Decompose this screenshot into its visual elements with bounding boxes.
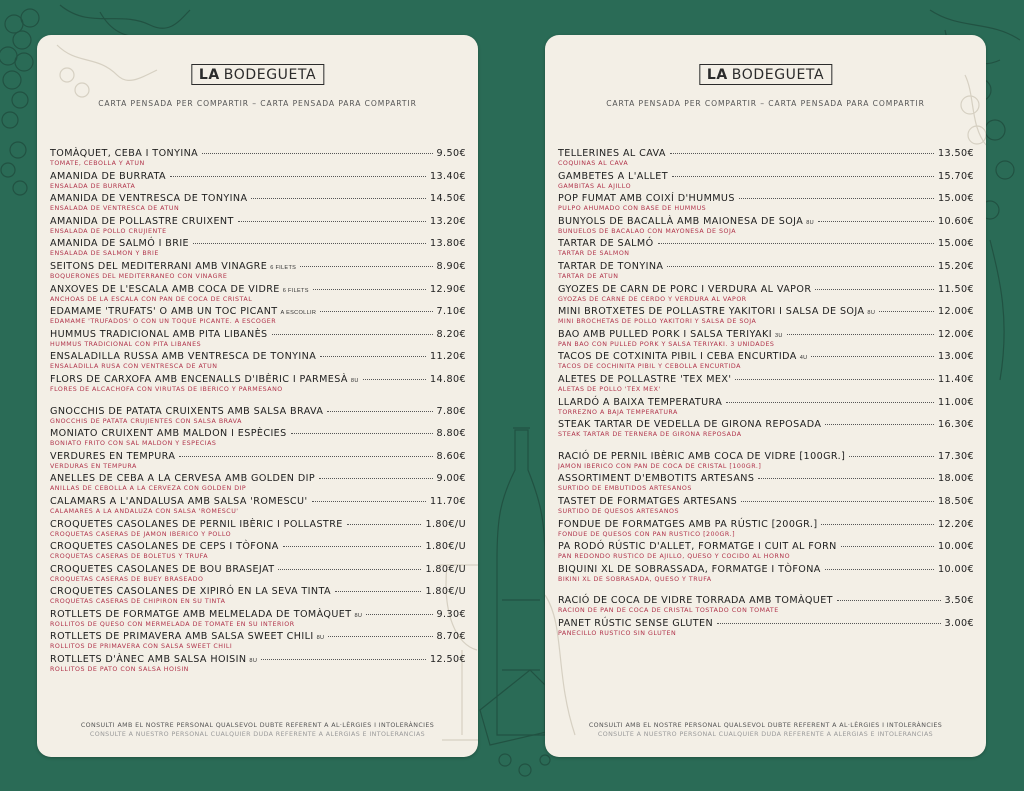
dot-leader xyxy=(193,243,426,244)
section-gap xyxy=(558,442,974,451)
dish-name: FLORS DE CARXOFA AMB ENCENALLS D'IBÈRIC I PARMESÀ xyxy=(50,373,348,385)
menu-item-row xyxy=(50,374,466,385)
dot-leader xyxy=(741,501,934,502)
dish-price: 8.60€ xyxy=(436,450,466,462)
allergy-notice xyxy=(545,721,986,739)
dish-name: TASTET DE FORMATGES ARTESANS xyxy=(558,495,738,507)
dish-portion-tag: 4U xyxy=(799,355,808,362)
dish-name: ROTLLETS DE PRIMAVERA AMB SALSA SWEET CHILI xyxy=(50,631,314,643)
page-subtitle: CARTA PENSADA PER COMPARTIR – CARTA PENSADA PARA COMPARTIR xyxy=(606,99,925,108)
dish-name: TOMÀQUET, CEBA I TONYINA xyxy=(50,148,199,159)
dot-leader xyxy=(300,266,432,267)
dot-leader xyxy=(717,623,940,624)
menu-item xyxy=(558,451,974,474)
dish-translation: FLORES DE ALCACHOFA CON VIRUTAS DE IBÉRICO Y PARMESANO xyxy=(50,385,283,393)
page-subtitle: CARTA PENSADA PER COMPARTIR – CARTA PENSADA PARA COMPARTIR xyxy=(98,99,417,108)
menu-item xyxy=(558,374,974,397)
dish-translation: ENSALADILLA RUSA CON VENTRESCA DE ATÚN xyxy=(50,363,218,371)
dish-name: STEAK TARTAR DE VEDELLA DE GIRONA REPOSADA xyxy=(558,419,822,431)
dish-translation: ANILLAS DE CEBOLLA A LA CERVEZA CON GOLDEN DIP xyxy=(50,485,247,493)
dish-translation: ANCHOAS DE LA ESCALA CON PAN DE COCA DE CRISTAL xyxy=(50,295,253,303)
dish-price: 11.50€ xyxy=(938,283,974,295)
dish-name: CROQUETES CASOLANES DE XIPIRÓ EN LA SEVA TINTA xyxy=(50,586,331,598)
dish-name: TARTAR DE TONYINA xyxy=(558,260,664,272)
dish-name: CROQUETES CASOLANES DE CEPS I TÒFONA xyxy=(50,541,279,553)
dish-price: 1.80€/U xyxy=(425,586,466,598)
dish-name: AMANIDA DE VENTRESCA DE TONYINA xyxy=(50,193,248,205)
dish-translation: BIKINI XL DE SOBRASADA, QUESO Y TRUFA xyxy=(558,575,712,583)
menu-item xyxy=(558,618,974,641)
dish-translation: STEAK TARTAR DE TERNERA DE GIRONA REPOSADA xyxy=(558,431,742,439)
dish-name: RACIÓ DE COCA DE VIDRE TORRADA AMB TOMÀQUET xyxy=(558,595,833,607)
dish-translation: FONDUE DE QUESOS CON PAN RÚSTICO [200GR.] xyxy=(558,530,736,538)
dish-translation: CALAMARES A LA ANDALUZA CON SALSA 'ROMESCU' xyxy=(50,507,239,515)
dish-name: HUMMUS TRADICIONAL AMB PITA LIBANÈS xyxy=(50,328,268,340)
dish-translation: ENSALADA DE POLLO CRUJIENTE xyxy=(50,227,167,235)
dish-price: 12.00€ xyxy=(938,306,974,318)
menu-item xyxy=(558,473,974,496)
menu-item xyxy=(558,595,974,618)
dish-translation: BOQUERONES DEL MEDITERRÁNEO CON VINAGRE xyxy=(50,272,228,280)
menu-item xyxy=(558,306,974,329)
dish-name: VERDURES EN TEMPURA xyxy=(50,450,176,462)
dish-price: 13.00€ xyxy=(938,351,974,363)
dish-name: AMANIDA DE POLLASTRE CRUIXENT xyxy=(50,215,234,227)
menu-item xyxy=(50,374,466,397)
menu-item xyxy=(50,193,466,216)
menu-item xyxy=(50,428,466,451)
dish-price: 11.00€ xyxy=(938,396,974,408)
dot-leader xyxy=(238,221,426,222)
menu-item-row xyxy=(50,193,466,204)
dish-name: CROQUETES CASOLANES DE BOU BRASEJAT xyxy=(50,563,275,575)
dot-leader xyxy=(811,356,934,357)
dot-leader xyxy=(291,433,433,434)
menu-item xyxy=(558,351,974,374)
dot-leader xyxy=(335,591,422,592)
dot-leader xyxy=(179,456,432,457)
dish-name: SEITONS DEL MEDITERRANI AMB VINAGRE xyxy=(50,260,268,272)
menu-item xyxy=(50,541,466,564)
menu-item xyxy=(50,238,466,261)
dish-translation: ROLLITOS DE PATO CON SALSA HOISIN xyxy=(50,666,189,674)
dish-name: BUNYOLS DE BACALLÀ AMB MAIONESA DE SOJA xyxy=(558,215,804,227)
menu-item-row xyxy=(558,193,974,204)
dish-price: 8.80€ xyxy=(436,428,466,440)
menu-item xyxy=(558,193,974,216)
menu-item-row xyxy=(50,171,466,182)
menu-item-row xyxy=(50,306,466,317)
menu-item xyxy=(50,586,466,609)
dish-translation: CROQUETAS CASERAS DE BOLETUS Y TRUFA xyxy=(50,553,209,561)
menu-item xyxy=(50,609,466,632)
menu-item-row xyxy=(50,238,466,249)
menu-item xyxy=(558,261,974,284)
dot-leader xyxy=(272,334,433,335)
dish-portion-tag: 8U xyxy=(806,219,814,226)
dot-leader xyxy=(251,198,426,199)
dot-leader xyxy=(758,478,934,479)
dish-translation: ENSALADA DE BURRATA xyxy=(50,182,136,190)
dot-leader xyxy=(739,198,934,199)
menu-item-row xyxy=(50,351,466,362)
dish-name: GYOZES DE CARN DE PORC I VERDURA AL VAPOR xyxy=(558,283,812,295)
dish-price: 12.20€ xyxy=(938,518,974,530)
dish-translation: CROQUETAS CASERAS DE JAMÓN IBÉRICO Y POLLO xyxy=(50,530,232,538)
menu-item xyxy=(50,451,466,474)
dish-translation: PANECILLO RÚSTICO SIN GLUTEN xyxy=(558,629,677,637)
dish-name: ALETES DE POLLASTRE 'TEX MEX' xyxy=(558,373,732,385)
menu-item-row xyxy=(558,261,974,272)
dish-name: PANET RÚSTIC SENSE GLUTEN xyxy=(558,617,714,629)
dish-translation: CROQUETAS CASERAS DE BUEY BRASEADO xyxy=(50,575,204,583)
menu-item-row xyxy=(558,541,974,552)
dish-price: 8.20€ xyxy=(436,328,466,340)
section-gap xyxy=(558,586,974,595)
dish-translation: COQUINAS AL CAVA xyxy=(558,160,629,167)
dish-name: ASSORTIMENT D'EMBOTITS ARTESANS xyxy=(558,473,755,485)
dish-price: 11.70€ xyxy=(430,495,466,507)
dot-leader xyxy=(821,524,934,525)
dish-name: BAO AMB PULLED PORK I SALSA TERIYAKI xyxy=(558,328,772,340)
menu-item-row xyxy=(558,306,974,317)
menu-item-row xyxy=(50,586,466,597)
menu-item-row xyxy=(558,329,974,340)
dish-name: GAMBETES A L'ALLET xyxy=(558,170,668,182)
menu-item-row xyxy=(558,351,974,362)
dot-leader xyxy=(283,546,422,547)
menu-item-row xyxy=(50,329,466,340)
dish-name: LLARDÓ A BAIXA TEMPERATURA xyxy=(558,396,723,408)
dish-name: AMANIDA DE SALMÓ I BRIE xyxy=(50,238,190,250)
menu-item-row xyxy=(558,148,974,159)
menu-item-row xyxy=(558,473,974,484)
menu-item-row xyxy=(558,397,974,408)
menu-item-row xyxy=(50,216,466,227)
menu-item xyxy=(558,329,974,352)
dish-name: GNOCCHIS DE PATATA CRUIXENTS AMB SALSA BRAVA xyxy=(50,405,324,417)
dish-portion-tag: 8U xyxy=(354,612,363,619)
dish-portion-tag: 8U xyxy=(249,658,258,665)
menu-item xyxy=(50,261,466,284)
dot-leader xyxy=(658,243,934,244)
menu-item-row xyxy=(50,631,466,642)
dish-price: 16.30€ xyxy=(938,419,974,431)
dot-leader xyxy=(735,379,934,380)
menu-item xyxy=(50,564,466,587)
dish-translation: JAMÓN IBÉRICO CON PAN DE COCA DE CRISTAL [100GR.] xyxy=(558,462,762,470)
menu-item xyxy=(50,406,466,429)
menu-item xyxy=(558,564,974,587)
menu-item xyxy=(50,306,466,329)
dot-leader xyxy=(327,411,432,412)
dish-translation: TARTAR DE SALMÓN xyxy=(558,250,630,258)
menu-item xyxy=(50,473,466,496)
dish-portion-tag: 8U xyxy=(316,635,325,642)
dot-leader xyxy=(170,176,426,177)
dish-portion-tag: 6 FILETS xyxy=(282,287,309,294)
menu-page-right xyxy=(545,35,986,757)
menu-item xyxy=(558,171,974,194)
menu-item-row xyxy=(558,171,974,182)
dish-translation: VERDURAS EN TEMPURA xyxy=(50,462,137,470)
dish-price: 1.80€/U xyxy=(425,518,466,530)
menu-item xyxy=(50,631,466,654)
dish-price: 15.00€ xyxy=(938,193,974,205)
dish-price: 1.80€/U xyxy=(425,563,466,575)
menu-item-row xyxy=(50,519,466,530)
menu-item xyxy=(50,519,466,542)
menu-item xyxy=(50,216,466,239)
dot-leader xyxy=(261,659,426,660)
dish-price: 10.00€ xyxy=(938,563,974,575)
menu-page-left xyxy=(37,35,478,757)
dish-translation: ENSALADA DE SALMÓN Y BRIE xyxy=(50,250,159,258)
menu-item-row xyxy=(50,284,466,295)
menu-item-row xyxy=(558,595,974,606)
dish-name: TARTAR DE SALMÓ xyxy=(558,238,654,250)
dot-leader xyxy=(849,456,934,457)
dot-leader xyxy=(841,546,934,547)
dish-name: EDAMAME 'TRUFATS' O AMB UN TOC PICANT xyxy=(50,306,278,318)
dish-name: ROTLLETS DE FORMATGE AMB MELMELADA DE TOMÀQUET xyxy=(50,608,352,620)
allergy-notice-catalan: CONSULTI AMB EL NOSTRE PERSONAL QUALSEVOL DUBTE REFERENT A AL·LÈRGIES I INTOLERÀNCIES xyxy=(588,722,943,729)
brand-logo: LA BODEGUETA xyxy=(699,64,832,85)
dot-leader xyxy=(202,153,432,154)
menu-item-row xyxy=(558,519,974,530)
menu-item xyxy=(50,284,466,307)
dish-price: 15.70€ xyxy=(938,170,974,182)
allergy-notice-spanish: CONSULTE A NUESTRO PERSONAL CUALQUIER DUDA REFERENTE A ALERGIAS E INTOLERANCIAS xyxy=(89,731,426,738)
menu-item xyxy=(558,419,974,442)
dish-price: 12.00€ xyxy=(938,328,974,340)
menu-list xyxy=(558,148,974,640)
dish-name: MINI BROTXETES DE POLLASTRE YAKITORI I SALSA DE SOJA xyxy=(558,306,865,318)
dish-translation: EDAMAME 'TRUFADOS' O CON UN TOQUE PICANTE. A ESCOGER xyxy=(50,318,277,326)
dot-leader xyxy=(363,379,426,380)
dish-translation: BONIATO FRITO CON SAL MALDON Y ESPECIAS xyxy=(50,440,217,448)
dish-price: 8.90€ xyxy=(436,260,466,272)
bottle-illustration xyxy=(497,428,545,735)
menu-item-row xyxy=(50,541,466,552)
dish-translation: SURTIDO DE EMBUTIDOS ARTESANOS xyxy=(558,485,692,493)
menu-item xyxy=(558,496,974,519)
dot-leader xyxy=(667,266,934,267)
menu-item xyxy=(50,351,466,374)
menu-item-row xyxy=(50,473,466,484)
menu-item xyxy=(558,148,974,171)
menu-item xyxy=(50,329,466,352)
dish-price: 8.70€ xyxy=(436,631,466,643)
menu-item-row xyxy=(50,406,466,417)
dot-leader xyxy=(320,356,426,357)
dot-leader xyxy=(825,424,934,425)
dish-translation: TORREZNO A BAJA TEMPERATURA xyxy=(558,408,678,416)
dish-name: PA RODÓ RÚSTIC D'ALLET, FORMATGE I CUIT AL FORN xyxy=(558,541,837,553)
dish-translation: RACIÓN DE PAN DE COCA DE CRISTAL TOSTADO CON TOMATE xyxy=(558,607,779,615)
dish-name: ENSALADILLA RUSSA AMB VENTRESCA DE TONYINA xyxy=(50,351,317,363)
menu-item xyxy=(50,654,466,677)
dish-portion-tag: A ESCOLLIR xyxy=(280,310,317,317)
allergy-notice xyxy=(37,721,478,739)
dot-leader xyxy=(825,569,934,570)
menu-list xyxy=(50,148,466,677)
dot-leader xyxy=(837,600,941,601)
menu-item-row xyxy=(558,496,974,507)
menu-item xyxy=(50,148,466,171)
dish-price: 11.40€ xyxy=(938,373,974,385)
dish-translation: GAMBITAS AL AJILLO xyxy=(558,182,632,190)
menu-item-row xyxy=(558,374,974,385)
menu-item-row xyxy=(558,564,974,575)
dish-name: FONDUE DE FORMATGES AMB PA RÚSTIC [200GR.] xyxy=(558,518,818,530)
dish-price: 13.20€ xyxy=(430,215,466,227)
dish-name: TELLERINES AL CAVA xyxy=(558,148,666,159)
dish-price: 1.80€/U xyxy=(425,541,466,553)
menu-item xyxy=(558,216,974,239)
dish-translation: ROLLITOS DE QUESO CON MERMELADA DE TOMATE EN SU INTERIOR xyxy=(50,620,295,628)
dish-translation: ALETAS DE POLLO 'TEX MEX' xyxy=(558,385,661,393)
dot-leader xyxy=(319,478,433,479)
dish-portion-tag: 6 FILETS xyxy=(270,264,297,271)
menu-item-row xyxy=(558,238,974,249)
dish-name: ANXOVES DE L'ESCALA AMB COCA DE VIDRE xyxy=(50,283,280,295)
menu-item-row xyxy=(50,261,466,272)
dish-translation: GNOCCHIS DE PATATA CRUJIENTES CON SALSA BRAVA xyxy=(50,417,242,425)
dish-price: 12.50€ xyxy=(430,654,466,666)
menu-item xyxy=(558,541,974,564)
dish-price: 13.50€ xyxy=(938,148,974,159)
dish-translation: ENSALADA DE VENTRESCA DE ATÚN xyxy=(50,205,180,213)
dish-price: 10.00€ xyxy=(938,541,974,553)
dish-price: 3.00€ xyxy=(944,617,974,629)
dish-price: 11.20€ xyxy=(430,351,466,363)
dish-price: 15.20€ xyxy=(938,260,974,272)
dish-translation: HUMMUS TRADICIONAL CON PITA LIBANÉS xyxy=(50,340,202,348)
menu-item-row xyxy=(50,609,466,620)
dish-translation: TARTAR DE ATÚN xyxy=(558,272,619,280)
menu-item-row xyxy=(558,451,974,462)
brand-logo: LA BODEGUETA xyxy=(191,64,324,85)
dish-price: 18.50€ xyxy=(938,495,974,507)
dish-name: RACIÓ DE PERNIL IBÈRIC AMB COCA DE VIDRE [100GR.] xyxy=(558,450,846,462)
dish-price: 13.80€ xyxy=(430,238,466,250)
dish-translation: TACOS DE COCHINITA PIBIL Y CEBOLLA ENCURTIDA xyxy=(558,363,741,371)
menu-item xyxy=(558,519,974,542)
section-gap xyxy=(50,397,466,406)
dot-leader xyxy=(670,153,934,154)
dish-price: 17.30€ xyxy=(938,450,974,462)
menu-item-row xyxy=(50,564,466,575)
dish-translation: GYOZAS DE CARNE DE CERDO Y VERDURA AL VAPOR xyxy=(558,295,747,303)
dish-translation: TOMATE, CEBOLLA Y ATÚN xyxy=(50,160,145,167)
dot-leader xyxy=(879,311,934,312)
dot-leader xyxy=(815,289,934,290)
dot-leader xyxy=(366,614,432,615)
dish-price: 14.80€ xyxy=(430,373,466,385)
dish-translation: ROLLITOS DE PRIMAVERA CON SALSA SWEET CHILI xyxy=(50,643,233,651)
dish-name: BIQUINI XL DE SOBRASSADA, FORMATGE I TÒFONA xyxy=(558,563,821,575)
dot-leader xyxy=(320,311,432,312)
dish-price: 14.50€ xyxy=(430,193,466,205)
menu-item-row xyxy=(558,284,974,295)
dish-translation: PAN BAO CON PULLED PORK Y SALSA TERIYAKI. 3 UNIDADES xyxy=(558,340,775,348)
menu-item xyxy=(558,284,974,307)
dish-price: 15.00€ xyxy=(938,238,974,250)
dish-price: 9.30€ xyxy=(436,608,466,620)
menu-item xyxy=(50,171,466,194)
dish-price: 9.00€ xyxy=(436,473,466,485)
dish-price: 7.80€ xyxy=(436,405,466,417)
dish-price: 9.50€ xyxy=(436,148,466,159)
allergy-notice-catalan: CONSULTI AMB EL NOSTRE PERSONAL QUALSEVOL DUBTE REFERENT A AL·LÈRGIES I INTOLERÀNCIES xyxy=(80,722,435,729)
dot-leader xyxy=(328,636,432,637)
dish-translation: PAN REDONDO RÚSTICO DE AJILLO, QUESO Y COCIDO AL HORNO xyxy=(558,553,791,561)
dish-price: 7.10€ xyxy=(436,306,466,318)
dish-translation: SURTIDO DE QUESOS ARTESANOS xyxy=(558,507,679,515)
dot-leader xyxy=(347,524,422,525)
dish-translation: BUÑUELOS DE BACALAO CON MAYONESA DE SOJA xyxy=(558,227,737,235)
menu-item-row xyxy=(558,216,974,227)
menu-item-row xyxy=(50,496,466,507)
dish-name: ROTLLETS D'ÀNEC AMB SALSA HOISIN xyxy=(50,654,247,666)
dish-name: TACOS DE COTXINITA PIBIL I CEBA ENCURTIDA xyxy=(558,351,797,363)
dish-translation: CROQUETAS CASERAS DE CHIPIRÓN EN SU TINTA xyxy=(50,598,226,606)
dish-price: 13.40€ xyxy=(430,170,466,182)
menu-item-row xyxy=(558,618,974,629)
menu-item-row xyxy=(50,451,466,462)
dot-leader xyxy=(672,176,934,177)
menu-item xyxy=(50,496,466,519)
menu-item-row xyxy=(50,148,466,159)
menu-item-row xyxy=(50,428,466,439)
dish-name: AMANIDA DE BURRATA xyxy=(50,170,166,182)
dish-name: CROQUETES CASOLANES DE PERNIL IBÈRIC I POLLASTRE xyxy=(50,518,343,530)
dot-leader xyxy=(313,289,426,290)
dish-price: 12.90€ xyxy=(430,283,466,295)
dish-price: 18.00€ xyxy=(938,473,974,485)
dish-translation: PULPO AHUMADO CON BASE DE HUMMUS xyxy=(558,205,707,213)
dish-name: ANELLES DE CEBA A LA CERVESA AMB GOLDEN DIP xyxy=(50,473,316,485)
menu-item-row xyxy=(558,419,974,430)
dish-portion-tag: 3U xyxy=(774,332,783,339)
dish-price: 10.60€ xyxy=(938,215,974,227)
dish-portion-tag: 8U xyxy=(350,377,359,384)
dot-leader xyxy=(818,221,934,222)
menu-item-row xyxy=(50,654,466,665)
dish-portion-tag: 8U xyxy=(867,310,876,317)
dish-name: POP FUMAT AMB COIXÍ D'HUMMUS xyxy=(558,193,735,205)
allergy-notice-spanish: CONSULTE A NUESTRO PERSONAL CUALQUIER DUDA REFERENTE A ALERGIAS E INTOLERANCIAS xyxy=(597,731,934,738)
menu-item xyxy=(558,397,974,420)
dish-name: MONIATO CRUIXENT AMB MALDON I ESPÈCIES xyxy=(50,428,287,440)
dish-price: 3.50€ xyxy=(944,595,974,607)
dot-leader xyxy=(787,334,934,335)
menu-item xyxy=(558,238,974,261)
dot-leader xyxy=(278,569,421,570)
dish-translation: MINI BROCHETAS DE POLLO YAKITORI Y SALSA DE SOJA xyxy=(558,318,757,326)
dot-leader xyxy=(726,402,934,403)
dot-leader xyxy=(312,501,427,502)
dish-name: CALAMARS A L'ANDALUSA AMB SALSA 'ROMESCU' xyxy=(50,495,308,507)
